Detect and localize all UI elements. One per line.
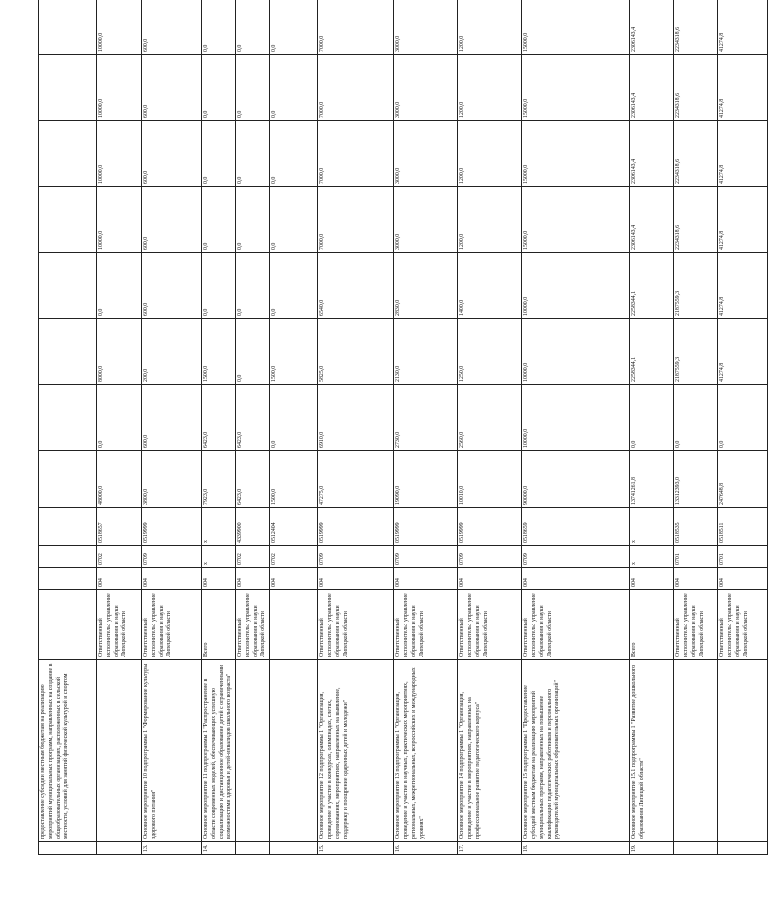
amount-cell: 200,0 (142, 319, 202, 385)
amount-cell: 0,0 (236, 253, 270, 319)
executor-cell: Ответственный исполнитель: управление образования и науки Липецкой области (394, 590, 458, 660)
amount-cell: 3000,0 (394, 187, 458, 253)
target-article-cell (39, 508, 97, 546)
amount-cell: 0,0 (630, 385, 674, 451)
amount-cell: 2234318,6 (674, 121, 718, 187)
amount-cell (39, 385, 97, 451)
amount-cell: 0,0 (202, 253, 236, 319)
amount-cell: 2234318,6 (674, 187, 718, 253)
amount-cell: 0,0 (236, 55, 270, 121)
amount-cell: 15000,0 (522, 0, 630, 55)
amount-cell: 0,0 (270, 187, 318, 253)
row-number-cell: 14. (202, 842, 236, 855)
table-row (718, 0, 768, 855)
target-article-cell: 0518535 (674, 508, 718, 546)
grbs-code-cell: 004 (270, 568, 318, 590)
amount-cell: 0,0 (236, 0, 270, 55)
amount-cell: 2730,0 (394, 385, 458, 451)
section-code-cell: х (630, 546, 674, 568)
amount-cell: 0,0 (674, 385, 718, 451)
amount-cell: 1200,0 (458, 187, 522, 253)
amount-cell: 10000,0 (97, 187, 142, 253)
total-amount-cell: 10010,0 (458, 451, 522, 508)
section-code-cell: 0709 (142, 546, 202, 568)
executor-cell: Ответственный исполнитель: управление образования и науки Липецкой области (718, 590, 768, 660)
measure-name-cell: Основное мероприятие 14 подпрограммы 1 "Организация, проведение и участие в мероприятиях, направленных на профессиональное развитие педагогического корпуса" (458, 660, 522, 842)
amount-cell: 1200,0 (458, 0, 522, 55)
amount-cell: 0,0 (236, 121, 270, 187)
executor-cell: Ответственный исполнитель: управление образования и науки Липецкой области (674, 590, 718, 660)
total-amount-cell: 13741261,8 (630, 451, 674, 508)
measure-name-cell: предоставление субсидии местным бюджетам на реализацию мероприятий муниципальных программ, направленных на создание в общеобразовательных организациях, расположенных в сельской местности, условий для занятий физической культурой и спортом (39, 660, 97, 842)
amount-cell: 6423,0 (202, 385, 236, 451)
measure-name-cell (97, 660, 142, 842)
total-amount-cell: 90000,0 (522, 451, 630, 508)
table-row (674, 0, 718, 855)
total-amount-cell: 7923,0 (202, 451, 236, 508)
amount-cell: 0,0 (202, 121, 236, 187)
executor-cell (39, 590, 97, 660)
grbs-code-cell: 004 (718, 568, 768, 590)
amount-cell (39, 0, 97, 55)
target-article-cell: 0519999 (318, 508, 394, 546)
row-number-cell: 17. (458, 842, 522, 855)
amount-cell: 10000,0 (522, 253, 630, 319)
row-number-cell: 16. (394, 842, 458, 855)
executor-cell: Всего (630, 590, 674, 660)
amount-cell: 2306143,4 (630, 0, 674, 55)
table-body (39, 0, 768, 855)
grbs-code-cell: 004 (97, 568, 142, 590)
table-row (318, 0, 394, 855)
row-number-cell (270, 842, 318, 855)
table-row (39, 0, 97, 855)
section-code-cell (39, 546, 97, 568)
amount-cell: 0,0 (97, 385, 142, 451)
amount-cell: 41274,8 (718, 55, 768, 121)
row-number-cell: 18. (522, 842, 630, 855)
amount-cell: 2234318,6 (674, 0, 718, 55)
table-row (97, 0, 142, 855)
total-amount-cell: 13312393,0 (674, 451, 718, 508)
amount-cell: 0,0 (270, 0, 318, 55)
executor-cell: Ответственный исполнитель: управление образования и науки Липецкой области (236, 590, 270, 660)
amount-cell: 41274,8 (718, 253, 768, 319)
amount-cell: 10000,0 (522, 319, 630, 385)
target-article-cell: 0512404 (270, 508, 318, 546)
executor-cell: Ответственный исполнитель: управление образования и науки Липецкой области (318, 590, 394, 660)
amount-cell: 0,0 (202, 55, 236, 121)
amount-cell: 1200,0 (458, 55, 522, 121)
table-row (202, 0, 236, 855)
measure-name-cell: Основное мероприятие 13 подпрограммы 1 "Организация, проведение и участие в научных, практических мероприятиях, региональных, межрегиональных, всероссийских и международных уровнях" (394, 660, 458, 842)
amount-cell: 0,0 (270, 385, 318, 451)
total-amount-cell: 47275,0 (318, 451, 394, 508)
table-row (522, 0, 630, 855)
amount-cell (39, 319, 97, 385)
amount-cell: 2306143,4 (630, 55, 674, 121)
table-row (458, 0, 522, 855)
amount-cell: 0,0 (270, 121, 318, 187)
target-article-cell: 0518511 (718, 508, 768, 546)
table-row (270, 0, 318, 855)
amount-cell: 2187559,3 (674, 253, 718, 319)
amount-cell: 600,0 (142, 55, 202, 121)
target-article-cell: х (630, 508, 674, 546)
measure-name-cell: Основное мероприятие 11 подпрограммы 1 "Распространение в области современных моделей, обеспечивающих успешную социализацию и дистанционное образование детей с ограниченными возможностями здоровья и детей-инвалидов школьного возраста" (202, 660, 236, 842)
amount-cell (39, 253, 97, 319)
amount-cell: 41274,8 (718, 319, 768, 385)
amount-cell: 0,0 (202, 187, 236, 253)
budget-table (38, 0, 768, 855)
amount-cell: 1250,0 (458, 319, 522, 385)
measure-name-cell (674, 660, 718, 842)
total-amount-cell: 247648,8 (718, 451, 768, 508)
total-amount-cell (39, 451, 97, 508)
row-number-cell: 19. (630, 842, 674, 855)
row-number-cell (236, 842, 270, 855)
amount-cell: 2258344,1 (630, 253, 674, 319)
amount-cell: 6423,0 (236, 385, 270, 451)
measure-name-cell (236, 660, 270, 842)
amount-cell: 2187559,3 (674, 319, 718, 385)
amount-cell: 3000,0 (394, 55, 458, 121)
amount-cell: 1400,0 (458, 253, 522, 319)
amount-cell: 7000,0 (318, 55, 394, 121)
amount-cell: 0,0 (236, 319, 270, 385)
target-article-cell: 4339900 (236, 508, 270, 546)
amount-cell: 10000,0 (522, 385, 630, 451)
amount-cell: 600,0 (142, 121, 202, 187)
grbs-code-cell: 004 (630, 568, 674, 590)
section-code-cell: 0701 (674, 546, 718, 568)
grbs-code-cell: 004 (236, 568, 270, 590)
target-article-cell: 0519999 (142, 508, 202, 546)
amount-cell: 0,0 (270, 253, 318, 319)
amount-cell: 3000,0 (394, 121, 458, 187)
grbs-code-cell: 004 (674, 568, 718, 590)
total-amount-cell: 3800,0 (142, 451, 202, 508)
amount-cell: 1500,0 (202, 319, 236, 385)
amount-cell: 0,0 (718, 385, 768, 451)
section-code-cell: 0709 (522, 546, 630, 568)
amount-cell: 2830,0 (394, 253, 458, 319)
table-row (236, 0, 270, 855)
measure-name-cell: Основное мероприятие 12 подпрограммы 1 "Организация, проведение и участие в конкурсах, олимпиадах, слетах, соревнованиях, мероприятиях, направленных на выявление, поддержку и поощрение одаренных детей и молодежи" (318, 660, 394, 842)
amount-cell: 600,0 (142, 385, 202, 451)
amount-cell: 7000,0 (318, 0, 394, 55)
executor-cell (270, 590, 318, 660)
amount-cell: 2306143,4 (630, 121, 674, 187)
amount-cell: 15000,0 (522, 187, 630, 253)
amount-cell (39, 187, 97, 253)
measure-name-cell: Основное мероприятие 10 подпрограммы 1 "Формирование культуры здорового питания" (142, 660, 202, 842)
row-number-cell: 15. (318, 842, 394, 855)
amount-cell: 600,0 (142, 0, 202, 55)
row-number-cell (97, 842, 142, 855)
target-article-cell: 0518657 (97, 508, 142, 546)
grbs-code-cell: 004 (202, 568, 236, 590)
section-code-cell: х (202, 546, 236, 568)
measure-name-cell (270, 660, 318, 842)
target-article-cell: 0518659 (522, 508, 630, 546)
grbs-code-cell: 004 (458, 568, 522, 590)
amount-cell: 5825,0 (318, 319, 394, 385)
amount-cell: 2234318,6 (674, 55, 718, 121)
amount-cell: 41274,8 (718, 121, 768, 187)
target-article-cell: х (202, 508, 236, 546)
amount-cell: 600,0 (142, 187, 202, 253)
amount-cell (39, 55, 97, 121)
section-code-cell: 0709 (394, 546, 458, 568)
amount-cell (39, 121, 97, 187)
amount-cell: 10000,0 (97, 55, 142, 121)
executor-cell: Ответственный исполнитель: управление образования и науки Липецкой области (142, 590, 202, 660)
amount-cell: 600,0 (142, 253, 202, 319)
amount-cell: 6910,0 (318, 385, 394, 451)
amount-cell: 0,0 (202, 0, 236, 55)
amount-cell: 0,0 (97, 253, 142, 319)
amount-cell: 6540,0 (318, 253, 394, 319)
section-code-cell: 0709 (318, 546, 394, 568)
executor-cell: Ответственный исполнитель: управление образования и науки Липецкой области (458, 590, 522, 660)
amount-cell: 10000,0 (97, 0, 142, 55)
total-amount-cell: 1500,0 (270, 451, 318, 508)
grbs-code-cell: 004 (318, 568, 394, 590)
amount-cell: 2560,0 (458, 385, 522, 451)
section-code-cell: 0709 (458, 546, 522, 568)
measure-name-cell: Основное мероприятие 15 подпрограммы 1 "Предоставление субсидий местным бюджетам на реализацию мероприятий муниципальных программ, направленных на повышение квалификации педагогических работников и персонального руководителей муниципальных образовательных организаций" (522, 660, 630, 842)
row-number-cell (674, 842, 718, 855)
executor-cell: Ответственный исполнитель: управление образования и науки Липецкой области (97, 590, 142, 660)
amount-cell: 1500,0 (270, 319, 318, 385)
table-row (394, 0, 458, 855)
amount-cell: 41274,8 (718, 187, 768, 253)
section-code-cell: 0702 (270, 546, 318, 568)
measure-name-cell: Основное мероприятие 15.1 подпрограммы 1 "Развитие дошкольного образования Липецкой области" (630, 660, 674, 842)
table-row (630, 0, 674, 855)
total-amount-cell: 19090,0 (394, 451, 458, 508)
executor-cell: Ответственный исполнитель: управление образования и науки Липецкой области (522, 590, 630, 660)
row-number-cell (39, 842, 97, 855)
grbs-code-cell: 004 (394, 568, 458, 590)
amount-cell: 10000,0 (97, 121, 142, 187)
amount-cell: 2130,0 (394, 319, 458, 385)
row-number-cell: 13. (142, 842, 202, 855)
amount-cell: 0,0 (236, 187, 270, 253)
amount-cell: 8000,0 (97, 319, 142, 385)
amount-cell: 1200,0 (458, 121, 522, 187)
grbs-code-cell: 004 (522, 568, 630, 590)
amount-cell: 2306143,4 (630, 187, 674, 253)
grbs-code-cell (39, 568, 97, 590)
target-article-cell: 0519999 (394, 508, 458, 546)
amount-cell: 7000,0 (318, 121, 394, 187)
section-code-cell: 0702 (97, 546, 142, 568)
amount-cell: 2258344,1 (630, 319, 674, 385)
amount-cell: 15000,0 (522, 121, 630, 187)
row-number-cell (718, 842, 768, 855)
amount-cell: 7000,0 (318, 187, 394, 253)
section-code-cell: 0702 (236, 546, 270, 568)
amount-cell: 0,0 (270, 55, 318, 121)
amount-cell: 15000,0 (522, 55, 630, 121)
grbs-code-cell: 004 (142, 568, 202, 590)
table-row (142, 0, 202, 855)
amount-cell: 3000,0 (394, 0, 458, 55)
amount-cell: 41274,8 (718, 0, 768, 55)
target-article-cell: 0519999 (458, 508, 522, 546)
executor-cell: Всего (202, 590, 236, 660)
total-amount-cell: 6423,0 (236, 451, 270, 508)
total-amount-cell: 48000,0 (97, 451, 142, 508)
section-code-cell: 0701 (718, 546, 768, 568)
measure-name-cell (718, 660, 768, 842)
